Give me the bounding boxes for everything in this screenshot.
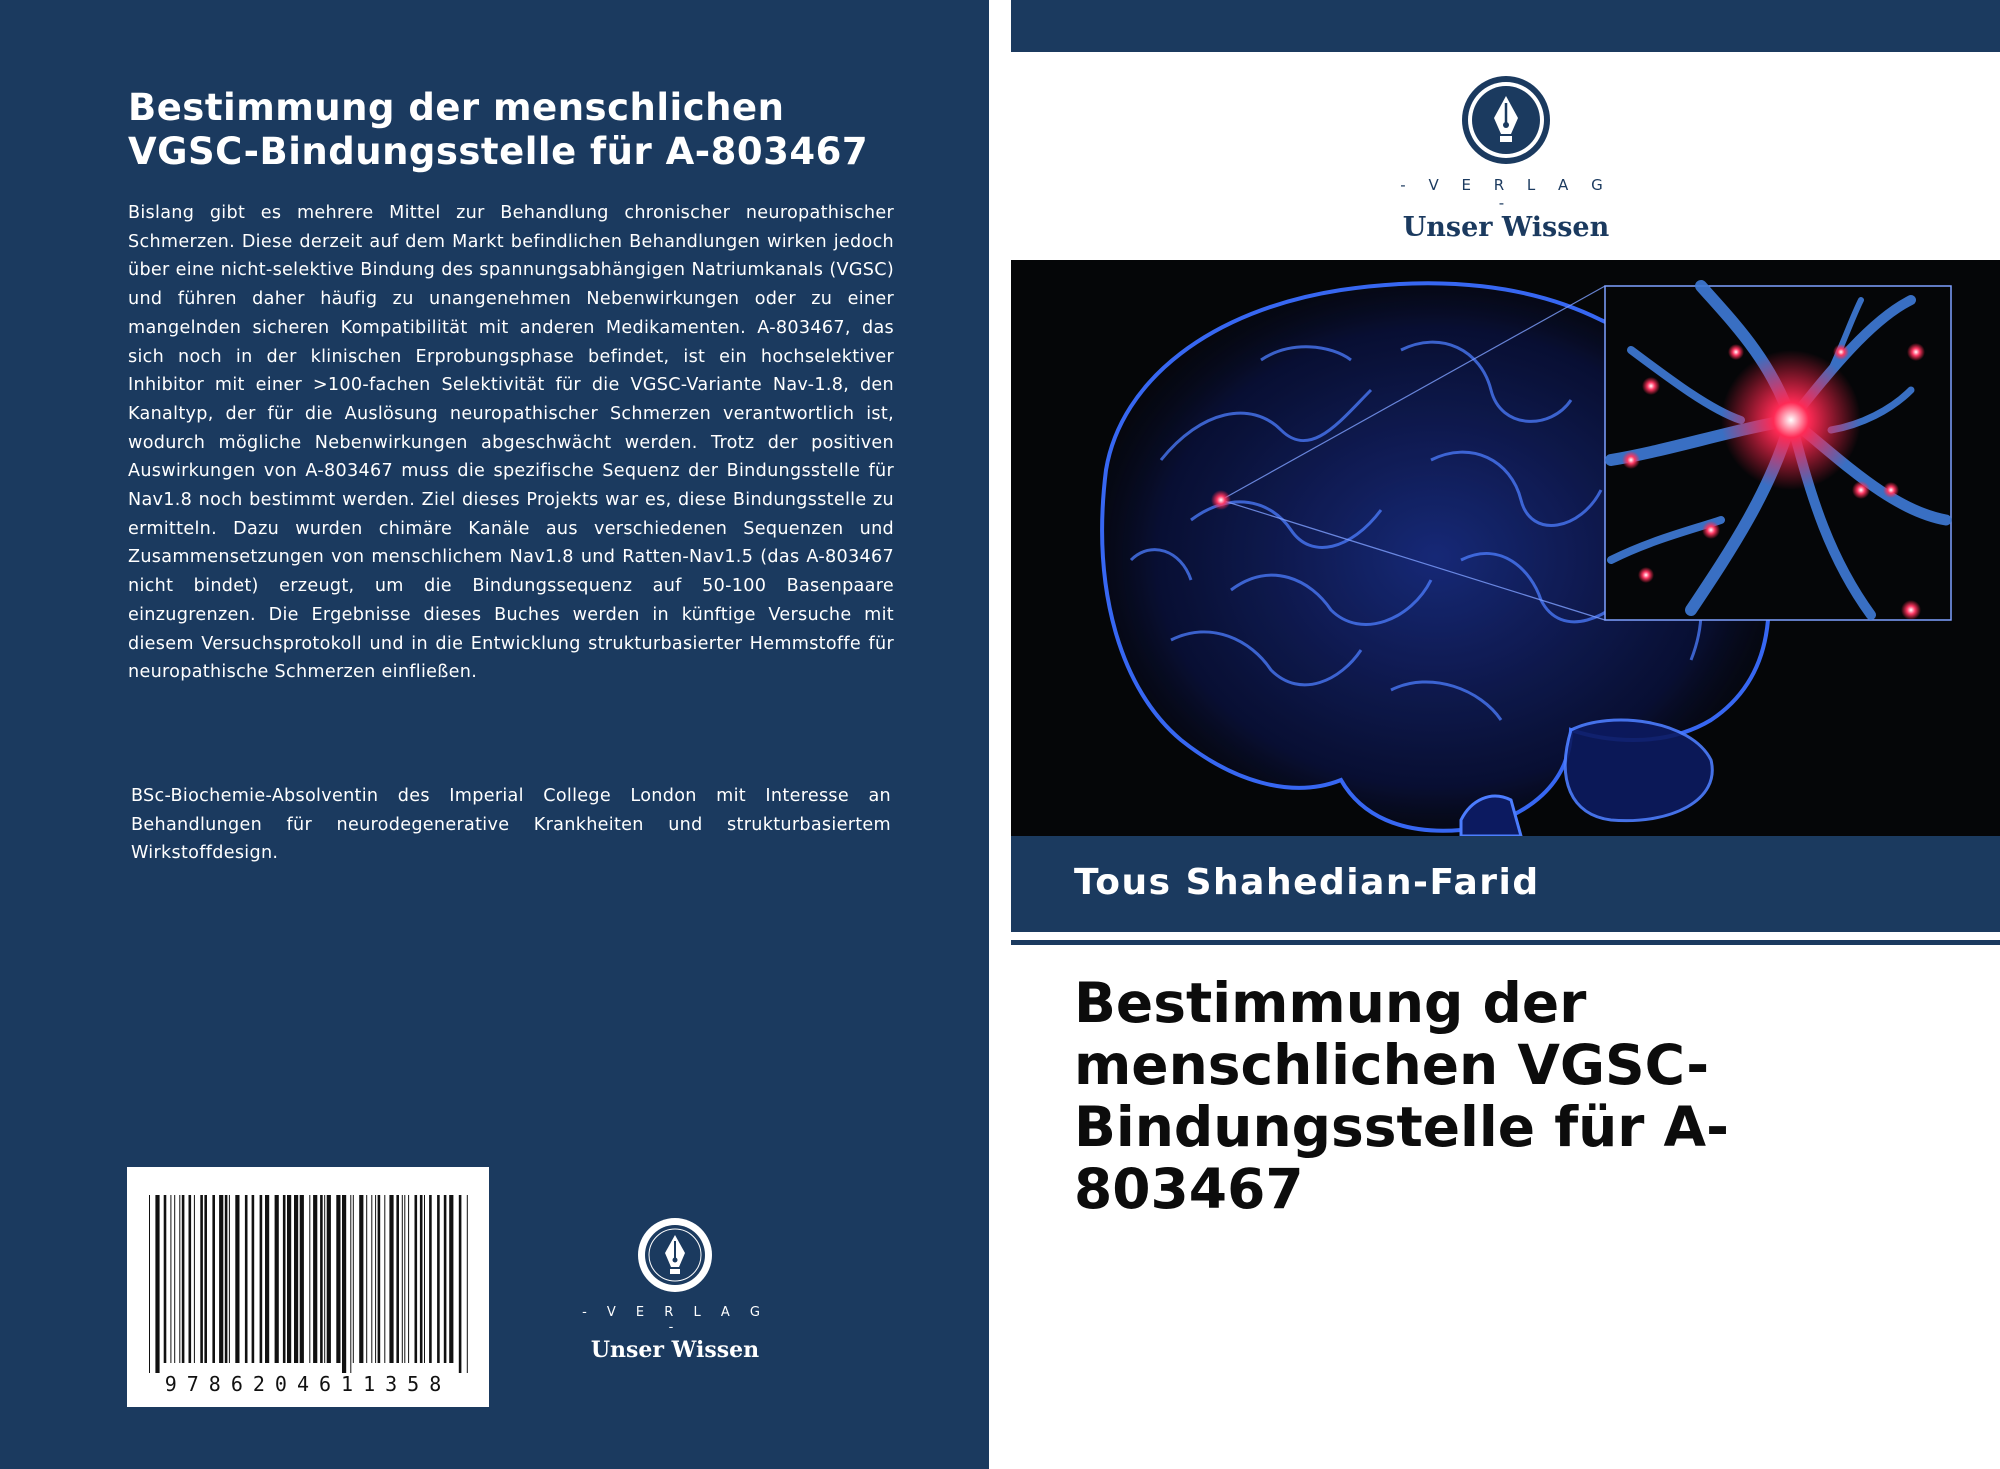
barcode-bar (415, 1195, 418, 1363)
barcode-bar (294, 1195, 298, 1363)
barcode-bar (320, 1195, 323, 1363)
barcode-bar (396, 1195, 399, 1363)
barcode-bar (449, 1195, 453, 1363)
barcode-icon (127, 1167, 489, 1407)
barcode-bar (342, 1195, 346, 1373)
barcode-bar (408, 1195, 409, 1363)
top-band (1011, 0, 2000, 52)
author-bio: BSc-Biochemie-Absolventin des Imperial College London mit Interesse an Behandlungen für neurodegenerative Krankheiten und strukturbasiertem Wirkstoffdesign. (131, 786, 891, 864)
back-logo-brand: Unser Wissen (590, 1337, 760, 1363)
book-blurb: Bislang gibt es mehrere Mittel zur Behandlung chronischer neuropathischer Schmerzen. Diese derzeit auf dem Markt befindlichen Behandlungen wirken jedoch über eine nicht-selektive Bindung des spannungsabhängigen Natriumkanals (VGSC) und führen daher häufig zu unangenehmen Nebenwirkungen oder zu einer mangelnden sicheren Kompatibilität mit anderen Medikamenten. A-803467, das sich noch in der klinischen Erprobungsphase befindet, ist ein hochselektiver Inhibitor mit einer >100-fachen Selektivität für die VGSC-Variante Nav-1.8, den Kanaltyp, der für die Auslösung neuropathischer Schmerzen verantwortlich ist, wodurch mögliche Nebenwirkungen abgeschwächt werden. Trotz der positiven Auswirkungen von A-803467 muss die spezifische Sequenz der Bindungsstelle für Nav1.8 noch bestimmt werden. Ziel dieses Projekts war es, diese Bindungsstelle zu ermitteln. Dazu wurden chimäre Kanäle aus verschiedenen Sequenzen und Zusammensetzungen von menschlichem Nav1.8 und Ratten-Nav1.5 (das A-803467 nicht bindet) erzeugt, um die Bindungssequenz auf 50-100 Basenpaare einzugrenzen. Die Ergebnisse dieses Buches werden in künftige Versuche mit diesem Versuchsprotokoll und in die Entwicklung strukturbasierter Hemmstoffe für neuropathische Schmerzen einfließen. (128, 203, 894, 683)
barcode-bar (467, 1195, 468, 1373)
barcode-bar (350, 1195, 351, 1373)
barcode-bar (164, 1195, 167, 1363)
front-logo-brand: Unser Wissen (1402, 212, 1610, 243)
barcode-bar (194, 1195, 195, 1363)
front-title-line-3: Bindungsstelle für A- (1074, 1095, 1729, 1159)
barcode-bar (324, 1195, 325, 1363)
barcode-bar (182, 1195, 185, 1363)
back-cover-title (128, 86, 908, 174)
barcode-bar (155, 1195, 159, 1373)
barcode-bar (219, 1195, 223, 1363)
divider-rule (1011, 940, 2000, 945)
author-name: Tous Shahedian-Farid (1074, 862, 1540, 903)
barcode-bar (353, 1195, 354, 1363)
barcode-bar (366, 1195, 367, 1363)
back-title-line-1: Bestimmung der menschlichen (128, 86, 785, 129)
front-title-line-2: menschlichen VGSC- (1074, 1033, 1710, 1097)
barcode-bar (384, 1195, 385, 1363)
barcode-bar (229, 1195, 230, 1363)
barcode-digits: 9786204611358 (164, 1372, 452, 1396)
barcode-bar (378, 1195, 381, 1363)
barcode-bar (402, 1195, 403, 1363)
barcode-bar (283, 1195, 286, 1363)
barcode-bar (375, 1195, 376, 1363)
barcode-bar (420, 1195, 423, 1363)
barcode-bar (189, 1195, 192, 1363)
barcode-bar (204, 1195, 207, 1363)
barcode-bar (424, 1195, 425, 1363)
fountain-pen-seal-icon (1460, 74, 1552, 166)
back-logo-verlag: - V E R L A G - (582, 1305, 768, 1335)
barcode-bar (313, 1195, 317, 1363)
front-publisher-logo (1391, 74, 1621, 243)
barcode-bar (429, 1195, 432, 1363)
barcode-bar (225, 1195, 228, 1363)
front-logo-verlag: - V E R L A G - (1400, 176, 1612, 212)
back-publisher-logo (580, 1215, 770, 1363)
barcode-bar (235, 1195, 239, 1363)
front-cover (1011, 0, 2000, 1469)
barcode-bar (437, 1195, 440, 1363)
front-title-line-1: Bestimmung der (1074, 971, 1587, 1035)
barcode-bar (174, 1195, 175, 1363)
cover-illustration (1011, 260, 2000, 836)
barcode-bar (179, 1195, 180, 1363)
isbn-barcode (127, 1167, 489, 1407)
barcode-bar (252, 1195, 255, 1363)
barcode-bar (359, 1195, 363, 1363)
barcode-bar (327, 1195, 331, 1363)
barcode-bar (371, 1195, 372, 1363)
barcode-bar (404, 1195, 405, 1363)
barcode-bar (275, 1195, 279, 1363)
barcode-bar (389, 1195, 393, 1363)
author-band (1011, 836, 2000, 932)
fountain-pen-seal-icon (635, 1215, 715, 1295)
barcode-bar (212, 1195, 215, 1363)
spine (989, 0, 1011, 1469)
back-cover (0, 0, 989, 1469)
barcode-bar (170, 1195, 171, 1363)
barcode-bar (265, 1195, 269, 1363)
barcode-bar (245, 1195, 248, 1363)
front-title-line-4: 803467 (1074, 1157, 1304, 1221)
brain-neuron-illustration-icon (1011, 260, 2000, 836)
barcode-bar (309, 1195, 310, 1363)
barcode-bar (444, 1195, 447, 1363)
barcode-bar (260, 1195, 263, 1363)
back-title-line-2: VGSC-Bindungsstelle für A-803467 (128, 130, 869, 173)
barcode-bar (149, 1195, 150, 1373)
barcode-bar (336, 1195, 340, 1363)
barcode-bar (200, 1195, 203, 1363)
barcode-bar (300, 1195, 304, 1363)
barcode-bar (459, 1195, 462, 1373)
front-cover-title (1074, 972, 1954, 1220)
barcode-bar (287, 1195, 291, 1363)
